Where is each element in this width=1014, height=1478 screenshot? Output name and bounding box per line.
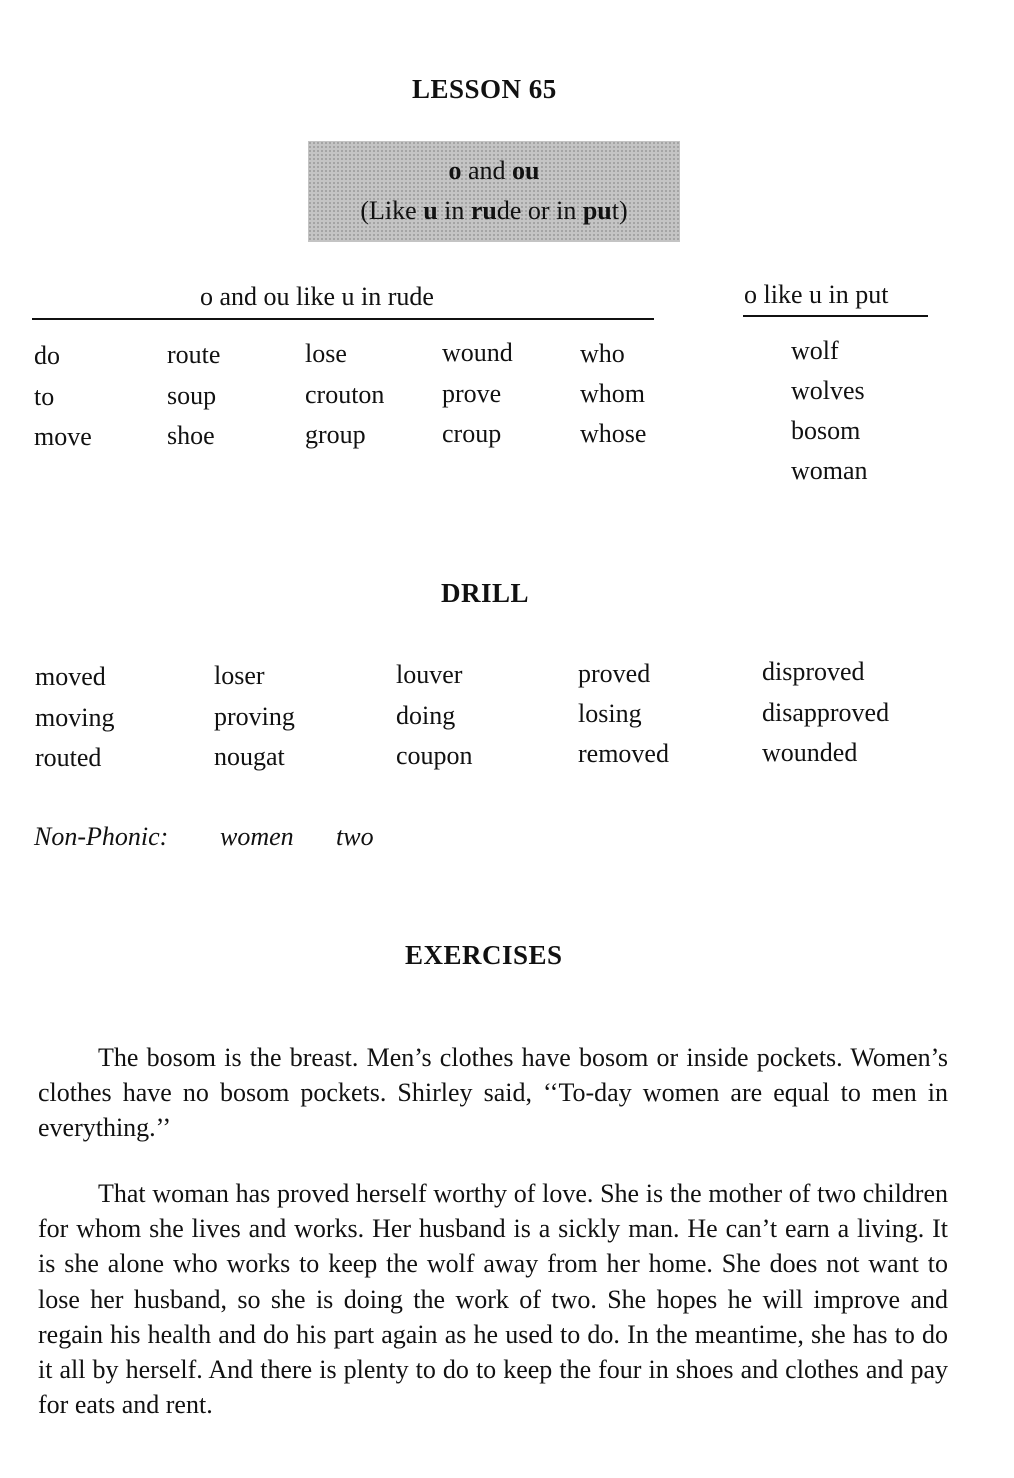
drill-word-wounded: wounded	[762, 738, 858, 767]
non-phonic-label: Non-Phonic:	[34, 822, 169, 851]
sound-letters-ou: ou	[512, 156, 540, 185]
word-prove: prove	[442, 379, 502, 408]
rude-heading-rule	[32, 318, 654, 320]
word-wolves: wolves	[791, 376, 865, 405]
exercise-paragraph-1: The bosom is the breast. Men’s clothes have bosom or inside pockets. Women’s clothes have no bosom pockets. Shirley said, ‘‘To-day women are equal to men in everything.’’	[38, 1043, 948, 1143]
drill-word-routed: routed	[35, 743, 102, 772]
drill-word-losing: losing	[578, 699, 642, 728]
sound-text-3: de or in	[496, 196, 583, 225]
word-wound: wound	[442, 338, 513, 367]
drill-word-loser: loser	[214, 661, 265, 690]
sound-conj: and	[461, 156, 513, 185]
word-to: to	[34, 382, 55, 411]
sound-box-line-2	[308, 191, 680, 231]
drill-heading: DRILL	[441, 578, 530, 608]
word-whose: whose	[580, 419, 647, 448]
word-route: route	[167, 340, 221, 369]
word-group: group	[305, 420, 366, 449]
word-croup: croup	[442, 419, 502, 448]
sound-bold-pu: pu	[582, 196, 612, 225]
drill-word-removed: removed	[578, 739, 669, 768]
put-heading-rule	[743, 315, 928, 317]
drill-word-proved: proved	[578, 659, 651, 688]
rude-heading: o and ou like u in rude	[200, 282, 434, 311]
sound-text-2: in	[437, 196, 471, 225]
sound-box-line-1	[308, 151, 680, 191]
word-crouton: crouton	[305, 380, 385, 409]
word-wolf: wolf	[791, 336, 839, 365]
drill-word-moving: moving	[35, 703, 115, 732]
sound-text-4: t)	[611, 196, 628, 225]
drill-word-louver: louver	[396, 660, 463, 689]
word-soup: soup	[167, 381, 217, 410]
sound-letter-u: u	[423, 196, 438, 225]
non-phonic-word-women: women	[220, 822, 294, 851]
exercise-paragraph-2: That woman has proved herself worthy of love. She is the mother of two children for whom she lives and works. Her husband is a sickly man. He can’t earn a living. It is she alone who works to keep the wolf away from her home. She does not want to lose her husband, so she is doing the work of two. She hopes he will improve and regain his health and do his part again as he used to do. In the meantime, she has to do it all by herself. And there is plenty to do to keep the four in shoes and clothes and pay for eats and rent.	[38, 1179, 948, 1420]
sound-letter-o: o	[448, 156, 462, 185]
drill-word-coupon: coupon	[396, 741, 473, 770]
word-woman: woman	[791, 456, 868, 485]
drill-word-nougat: nougat	[214, 742, 285, 771]
drill-word-proving: proving	[214, 702, 295, 731]
drill-word-doing: doing	[396, 701, 456, 730]
drill-word-disapproved: disapproved	[762, 698, 890, 727]
sound-bold-ru: ru	[470, 196, 497, 225]
put-heading: o like u in put	[744, 280, 889, 309]
word-lose: lose	[305, 339, 347, 368]
drill-word-disproved: disproved	[762, 657, 865, 686]
word-move: move	[34, 422, 92, 451]
word-who: who	[580, 339, 625, 368]
lesson-title: LESSON 65	[412, 74, 557, 104]
word-shoe: shoe	[167, 421, 215, 450]
sound-box	[308, 141, 680, 242]
word-whom: whom	[580, 379, 645, 408]
non-phonic-word-two: two	[336, 822, 374, 851]
word-do: do	[34, 341, 60, 370]
exercises-heading: EXERCISES	[405, 940, 563, 970]
sound-text-1: (Like	[360, 196, 424, 225]
word-bosom: bosom	[791, 416, 861, 445]
drill-word-moved: moved	[35, 662, 106, 691]
